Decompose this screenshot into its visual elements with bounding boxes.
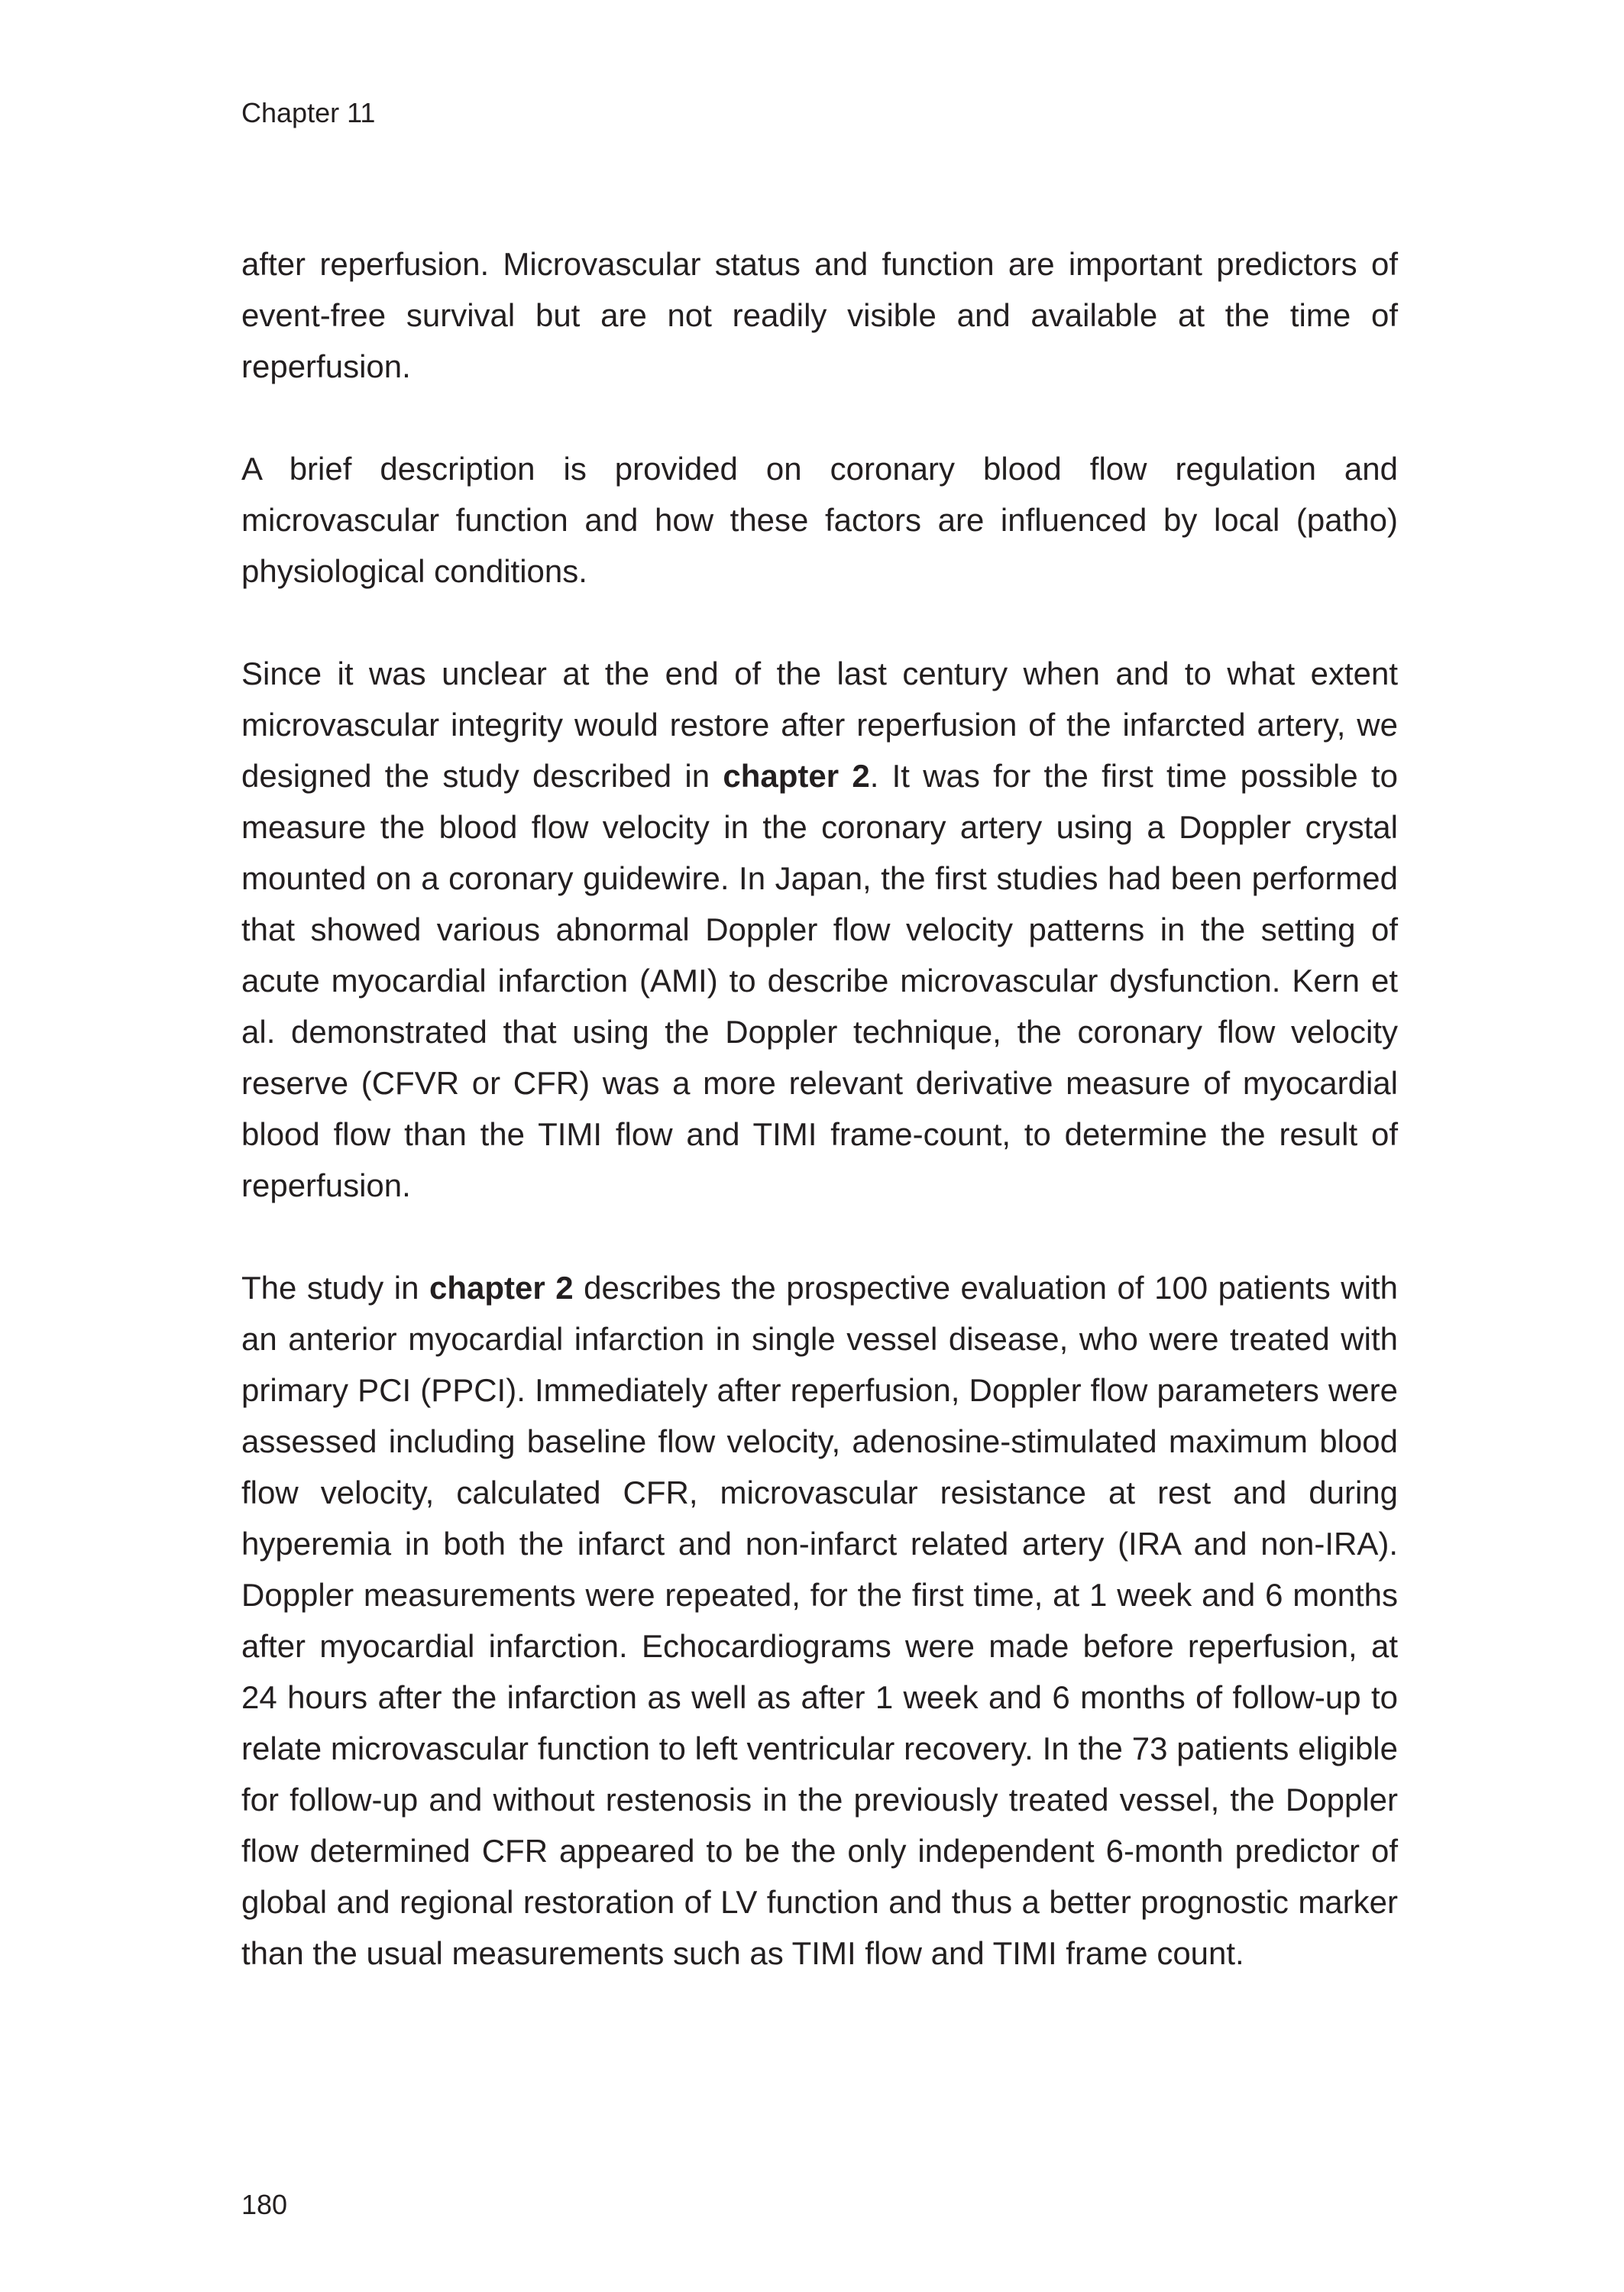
paragraph-3-text-start: Since it was unclear at the end of the last century when and to what extent microvascular integrity would restore after reperfusion of the infarcted artery, we designed the study described in	[241, 656, 1398, 794]
paragraph-3	[241, 648, 1398, 1211]
paragraph-3-text-end: . It was for the first time possible to measure the blood flow velocity in the coronary artery using a Doppler crystal mounted on a coronary guidewire. In Japan, the first studies had been performed that showed various abnormal Doppler flow velocity patterns in the setting of acute myocardial infarction (AMI) to describe microvascular dysfunction. Kern et al. demonstrated that using the Doppler technique, the coronary flow velocity reserve (CFVR or CFR) was a more relevant derivative measure of myocardial blood flow than the TIMI flow and TIMI frame-count, to determine the result of reperfusion.	[241, 758, 1398, 1203]
running-head: Chapter 11	[241, 97, 376, 128]
paragraph-4	[241, 1262, 1398, 1979]
page-body	[241, 238, 1398, 2030]
paragraph-4-text-end: describes the prospective evaluation of 100 patients with an anterior myocardial infarction in single vessel disease, who were treated with primary PCI (PPCI). Immediately after reperfusion, Doppler flow parameters were assessed including baseline flow velocity, adenosine-stimulated maximum blood flow velocity, calculated CFR, microvascular resistance at rest and during hyperemia in both the infarct and non-infarct related artery (IRA and non-IRA). Doppler measurements were repeated, for the first time, at 1 week and 6 months after myocardial infarction. Echocardiograms were made before reperfusion, at 24 hours after the infarction as well as after 1 week and 6 months of follow-up to relate microvascular function to left ventricular recovery. In the 73 patients eligible for follow-up and without restenosis in the previously treated vessel, the Doppler flow determined CFR appeared to be the only independent 6-month predictor of global and regional restoration of LV function and thus a better prognostic marker than the usual measurements such as TIMI flow and TIMI frame count.	[241, 1270, 1398, 1971]
chapter-reference: chapter 2	[723, 758, 870, 794]
paragraph-4-text-start: The study in	[241, 1270, 429, 1306]
paragraph-1: after reperfusion. Microvascular status and function are important predictors of event-free survival but are not readily visible and available at the time of reperfusion.	[241, 246, 1398, 384]
chapter-reference: chapter 2	[429, 1270, 574, 1306]
page-number: 180	[241, 2189, 288, 2220]
paragraph-2: A brief description is provided on coronary blood flow regulation and microvascular function and how these factors are influenced by local (patho) physiological conditions.	[241, 451, 1398, 589]
